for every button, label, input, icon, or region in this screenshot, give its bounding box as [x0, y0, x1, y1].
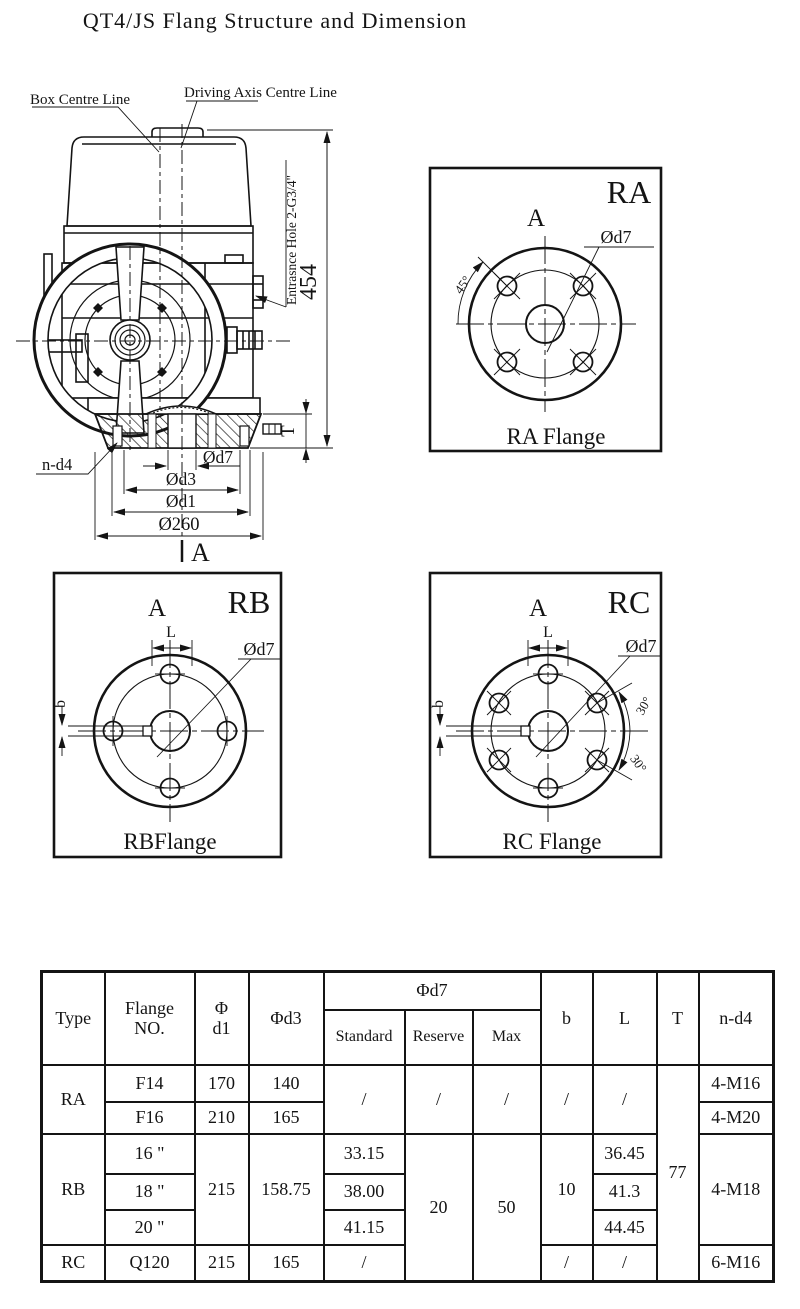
table-cell: 4-M20: [699, 1102, 774, 1134]
page-title: QT4/JS Flang Structure and Dimension: [82, 8, 468, 33]
rb-view-label: A: [147, 595, 167, 622]
rc-angle-label-lower: 30°: [627, 751, 650, 776]
header-max: Max: [473, 1010, 541, 1065]
bolt-hole-left: [113, 426, 122, 446]
table-cell: 16 ": [105, 1134, 195, 1174]
rc-b-label: b: [430, 700, 447, 708]
table-cell: 165: [249, 1102, 324, 1134]
rc-annotations: [440, 640, 660, 780]
header-t: T: [657, 972, 699, 1065]
box-centre-label: Box Centre Line: [30, 92, 130, 108]
outer-diameter-dimension: Ø260: [158, 515, 200, 535]
ra-d7-label: Ød7: [600, 227, 632, 247]
left-bracket-arm: [48, 340, 82, 352]
table-cell: 158.75: [249, 1134, 324, 1245]
table-row-ra-f14: [42, 1065, 774, 1102]
table-cell: /: [541, 1065, 593, 1134]
table-cell: /: [324, 1245, 405, 1282]
table-cell: /: [324, 1065, 405, 1134]
d3-dimension: Ød3: [165, 469, 197, 489]
header-standard: Standard: [324, 1010, 405, 1065]
ra-caption: RA Flange: [506, 424, 606, 449]
rc-keyway: [521, 726, 530, 736]
table-cell: 10: [541, 1134, 593, 1245]
ra-angle-label: 45°: [451, 272, 474, 297]
table-cell: /: [593, 1245, 657, 1282]
n-d4-label: n-d4: [42, 455, 73, 474]
table-cell: /: [473, 1065, 541, 1134]
table-cell: 20 ": [105, 1210, 195, 1245]
d1-dimension: Ød1: [165, 491, 197, 511]
header-d1-line1: Φ: [214, 997, 229, 1018]
header-d1-line2: d1: [212, 1018, 231, 1039]
table-cell: 215: [195, 1134, 249, 1245]
table-cell: 6-M16: [699, 1245, 774, 1282]
header-flange-line1: Flange: [125, 997, 174, 1018]
table-cell: 140: [249, 1065, 324, 1102]
rc-flange-diagram: [428, 571, 664, 860]
table-cell: F14: [105, 1065, 195, 1102]
rb-flange-diagram: [52, 571, 284, 860]
dimension-table: [40, 970, 775, 1283]
ra-view-label: A: [526, 205, 546, 232]
table-cell: /: [405, 1065, 473, 1134]
rb-corner-label: RB: [227, 584, 271, 620]
driving-axis-leader: [181, 101, 197, 148]
actuator-front-view-drawing: [0, 80, 400, 565]
rc-l-label: L: [543, 624, 553, 641]
bolt-hole-right: [240, 426, 249, 446]
table-cell: 165: [249, 1245, 324, 1282]
table-cell: 20: [405, 1134, 473, 1282]
table-cell: 215: [195, 1245, 249, 1282]
table-cell: 36.45: [593, 1134, 657, 1174]
rb-b-label: b: [52, 700, 69, 708]
header-flange-line2: NO.: [134, 1018, 165, 1039]
rb-l-label: L: [166, 624, 176, 641]
header-d7: Φd7: [324, 972, 541, 1010]
motor-housing: [67, 137, 251, 226]
header-n-d4: n-d4: [699, 972, 774, 1065]
header-reserve: Reserve: [405, 1010, 473, 1065]
ra-annotations: [458, 247, 654, 352]
table-cell: 44.45: [593, 1210, 657, 1245]
table-cell: RC: [42, 1245, 105, 1282]
table-cell: 33.15: [324, 1134, 405, 1174]
ra-flange-diagram: [428, 166, 664, 454]
table-cell: 38.00: [324, 1174, 405, 1210]
height-dimension: 454: [296, 264, 322, 300]
crank-fitting: [227, 327, 237, 353]
driving-axis-label: Driving Axis Centre Line: [184, 85, 337, 101]
table-header-row-1: [42, 972, 774, 1010]
table-cell: Q120: [105, 1245, 195, 1282]
table-cell: RA: [42, 1065, 105, 1134]
header-d1: [195, 972, 249, 1065]
table-cell: 170: [195, 1065, 249, 1102]
entrance-hole-leader: [256, 296, 286, 307]
rc-d7-label: Ød7: [625, 636, 657, 656]
rb-keyway: [143, 726, 152, 736]
header-b: b: [541, 972, 593, 1065]
table-cell: /: [541, 1245, 593, 1282]
rc-caption: RC Flange: [502, 829, 602, 854]
table-cell: 41.15: [324, 1210, 405, 1245]
header-l: L: [593, 972, 657, 1065]
rb-d7-label: Ød7: [243, 639, 275, 659]
table-cell: 50: [473, 1134, 541, 1282]
rc-corner-label: RC: [607, 584, 651, 620]
header-flange-no: [105, 972, 195, 1065]
top-right-notch: [225, 255, 243, 263]
table-cell: /: [593, 1065, 657, 1134]
rb-caption: RBFlange: [123, 829, 217, 854]
table-cell: 210: [195, 1102, 249, 1134]
d7-dimension: Ød7: [202, 447, 234, 467]
rc-view-label: A: [528, 595, 548, 622]
rc-angle-label-upper: 30°: [632, 694, 655, 718]
t-dimension: T: [278, 425, 299, 437]
table-cell: F16: [105, 1102, 195, 1134]
table-cell: 77: [657, 1065, 699, 1282]
table-cell: 4-M18: [699, 1134, 774, 1245]
ra-corner-label: RA: [606, 174, 652, 210]
box-centre-leader: [32, 107, 159, 152]
table-cell: RB: [42, 1134, 105, 1245]
header-d3: Φd3: [249, 972, 324, 1065]
entrance-hole-boss: [253, 276, 263, 308]
entrance-hole-label: Entrasnce Hole 2-G3/4": [284, 175, 299, 305]
section-a-label: A: [191, 538, 210, 567]
table-cell: 41.3: [593, 1174, 657, 1210]
table-cell: 4-M16: [699, 1065, 774, 1102]
header-type: Type: [42, 972, 105, 1065]
table-cell: 18 ": [105, 1174, 195, 1210]
